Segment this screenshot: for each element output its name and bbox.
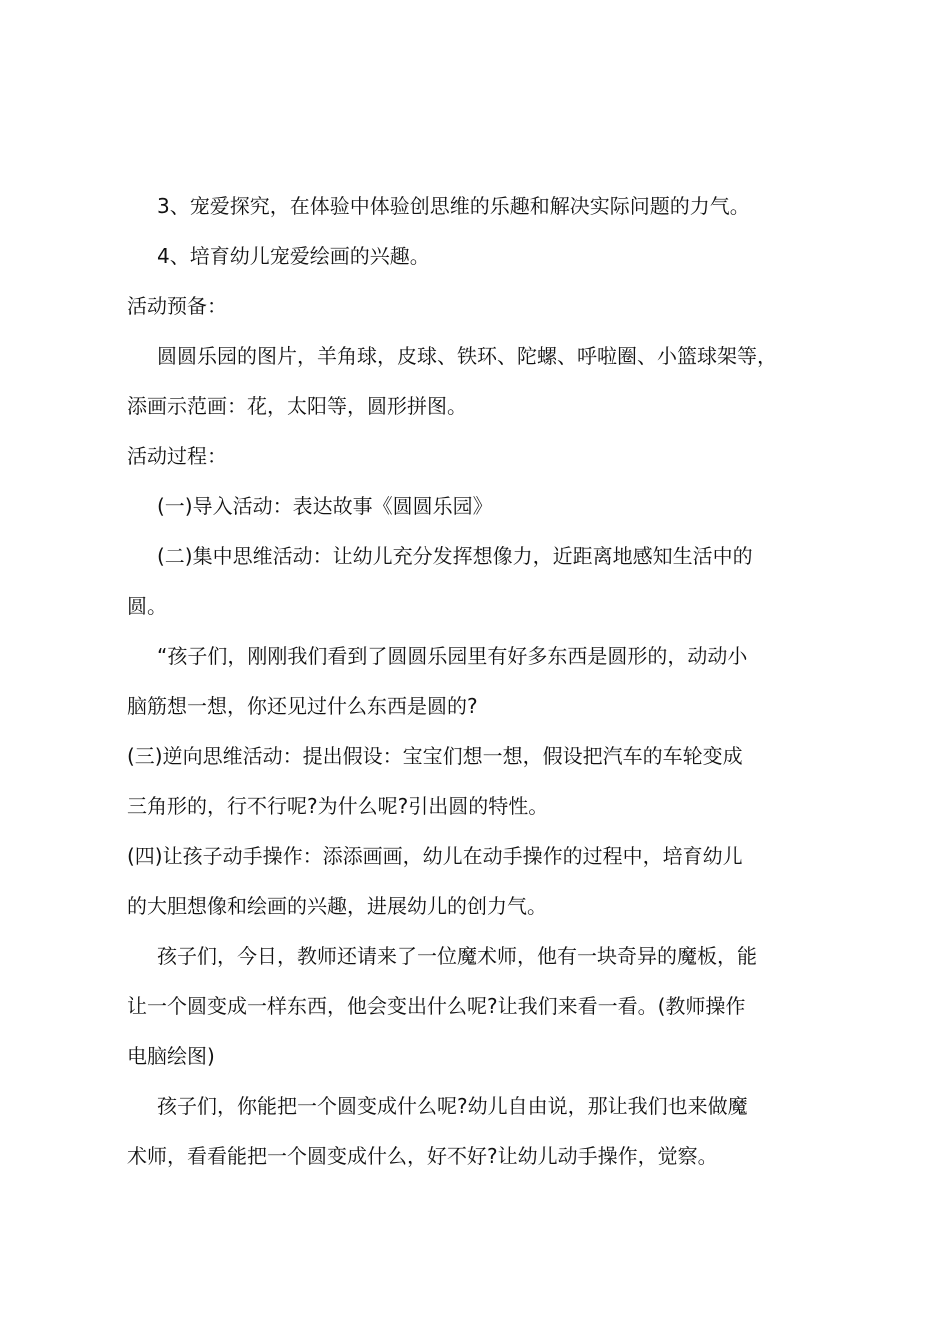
paragraph-goal-4: [127, 231, 833, 281]
paragraph-quote: [127, 631, 833, 731]
text-line: 脑筋想一想，你还见过什么东西是圆的?: [127, 694, 478, 718]
text-line: 活动过程：: [127, 444, 227, 468]
text-line: 电脑绘图): [127, 1044, 215, 1068]
text-line: 三角形的，行不行呢?为什么呢?引出圆的特性。: [127, 794, 549, 818]
paragraph-step-4: [127, 831, 833, 931]
paragraph-goal-3: [127, 181, 833, 231]
text-line: 的大胆想像和绘画的兴趣，进展幼儿的创力气。: [127, 894, 547, 918]
paragraph-step-3: [127, 731, 833, 831]
text-line: 圆。: [127, 594, 167, 618]
text-line: 圆圆乐园的图片，羊角球，皮球、铁环、陀螺、呼啦圈、小篮球架等，: [157, 344, 777, 368]
paragraph-children-operate: [127, 1081, 833, 1181]
text-line: (一)导入活动：表达故事《圆圆乐园》: [157, 494, 493, 518]
text-line: 术师，看看能把一个圆变成什么，好不好?让幼儿动手操作，觉察。: [127, 1144, 718, 1168]
text-line: (二)集中思维活动：让幼儿充分发挥想像力，近距离地感知生活中的: [157, 544, 753, 568]
paragraph-materials: [127, 331, 833, 431]
paragraph-magician: [127, 931, 833, 1081]
heading-activity-process: [127, 431, 833, 481]
text-line: 孩子们，今日，教师还请来了一位魔术师，他有一块奇异的魔板，能: [157, 944, 757, 968]
text-line: (三)逆向思维活动：提出假设：宝宝们想一想，假设把汽车的车轮变成: [127, 744, 743, 768]
heading-activity-preparation: [127, 281, 833, 331]
text-line: 孩子们，你能把一个圆变成什么呢?幼儿自由说，那让我们也来做魔: [157, 1094, 748, 1118]
text-line: 添画示范画：花，太阳等，圆形拼图。: [127, 394, 467, 418]
text-line: 让一个圆变成一样东西，他会变出什么呢?让我们来看一看。(教师操作: [127, 994, 746, 1018]
text-line: 3、宠爱探究，在体验中体验创思维的乐趣和解决实际问题的力气。: [157, 194, 750, 218]
text-line: 4、培育幼儿宠爱绘画的兴趣。: [157, 244, 430, 268]
document-body: [127, 181, 833, 1181]
text-line: “孩子们，刚刚我们看到了圆圆乐园里有好多东西是圆形的，动动小: [157, 644, 748, 668]
text-line: 活动预备：: [127, 294, 227, 318]
paragraph-step-1: [127, 481, 833, 531]
paragraph-step-2: [127, 531, 833, 631]
text-line: (四)让孩子动手操作：添添画画，幼儿在动手操作的过程中，培育幼儿: [127, 844, 743, 868]
